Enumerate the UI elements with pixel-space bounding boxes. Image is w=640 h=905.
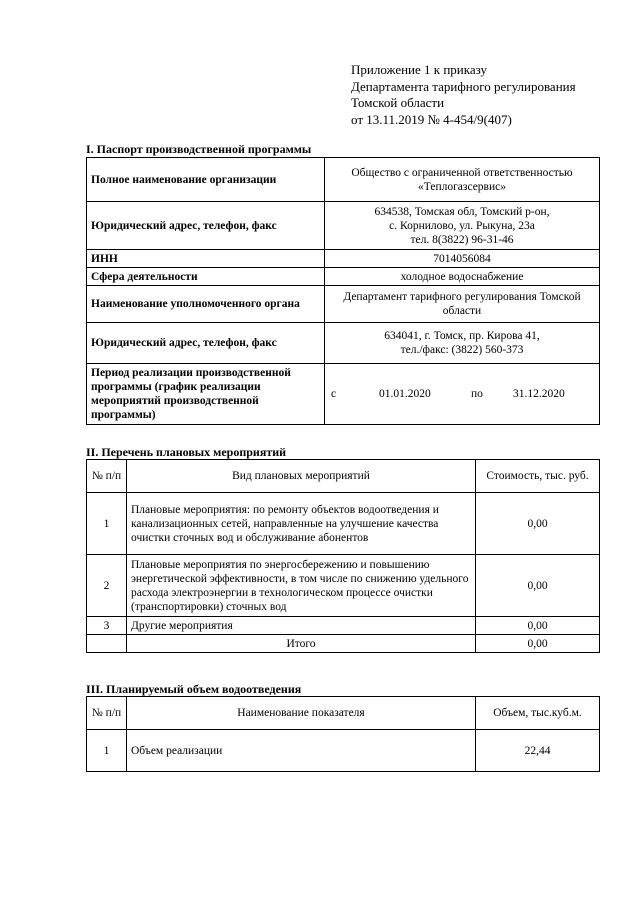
org-name-label: Полное наименование организации: [87, 158, 325, 202]
period-to-word: по: [471, 388, 483, 400]
appendix-line-2: Департамента тарифного регулирования: [351, 78, 576, 94]
inn-label: ИНН: [87, 250, 325, 268]
activities-row: [87, 493, 600, 555]
passport-row-authority: [87, 286, 600, 323]
authority-address-label: Юридический адрес, телефон, факс: [87, 323, 325, 364]
org-address-line-2: с. Корнилово, ул. Рыкуна, 23а: [389, 219, 535, 232]
activities-row: [87, 555, 600, 617]
activities-header-row: [87, 460, 600, 493]
org-address-value: [325, 202, 600, 250]
passport-row-org-address: [87, 202, 600, 250]
period-from-date: 01.01.2020: [379, 388, 431, 400]
volume-header-volume: Объем, тыс.куб.м.: [476, 697, 600, 730]
appendix-line-3: Томской области: [351, 95, 445, 110]
section-1-title: I. Паспорт производственной программы: [86, 142, 312, 156]
appendix-header: [351, 62, 576, 128]
passport-row-inn: [87, 250, 600, 268]
section-3-title: III. Планируемый объем водоотведения: [86, 682, 302, 696]
passport-row-authority-address: [87, 323, 600, 364]
passport-row-activity: [87, 268, 600, 286]
activities-row-1-cost: 0,00: [476, 493, 600, 555]
activities-table: [86, 459, 600, 653]
org-name-line-1: Общество с ограниченной ответственностью: [351, 166, 573, 179]
volume-row-1-name: Объем реализации: [127, 730, 476, 772]
activities-header-name: Вид плановых мероприятий: [127, 460, 476, 493]
activities-header-num: № п/п: [87, 460, 127, 493]
period-from-word: с: [331, 388, 337, 400]
activities-row-2-cost: 0,00: [476, 555, 600, 617]
period-to-date: 31.12.2020: [513, 388, 565, 400]
passport-row-org-name: [87, 158, 600, 202]
passport-table: [86, 157, 600, 425]
org-address-label: Юридический адрес, телефон, факс: [87, 202, 325, 250]
period-label: Период реализации производственной программы (график реализации мероприятий производственной программы): [87, 364, 325, 425]
activity-value: холодное водоснабжение: [325, 268, 600, 286]
activities-total-cost: 0,00: [476, 635, 600, 653]
authority-address-line-2: тел./факс: (3822) 560-373: [400, 344, 524, 356]
activities-row-2-name: Плановые мероприятия по энергосбережению и повышению энергетической эффективности, в том числе по снижению удельного расхода электроэнергии в технологическом процессе очистки (транспортировки) сточных вод: [127, 555, 476, 617]
inn-value: 7014056084: [325, 250, 600, 268]
activities-total-num-blank: [87, 635, 127, 653]
org-name-line-2: «Теплогазсервис»: [418, 180, 506, 193]
period-value: [325, 364, 600, 425]
authority-address-value: [325, 323, 600, 364]
activities-row-2-num: 2: [87, 555, 127, 617]
passport-row-period: [87, 364, 600, 425]
volume-header-num: № п/п: [87, 697, 127, 730]
period-range: [329, 387, 595, 401]
activities-row-1-name: Плановые мероприятия: по ремонту объектов водоотведения и канализационных сетей, направленные на улучшение качества очистки сточных вод и обслуживание абонентов: [127, 493, 476, 555]
activities-row-3-name: Другие мероприятия: [127, 617, 476, 635]
activities-header-cost: Стоимость, тыс. руб.: [476, 460, 600, 493]
volume-row-1-value: 22,44: [476, 730, 600, 772]
activities-row: [87, 617, 600, 635]
activities-total-row: [87, 635, 600, 653]
volume-row: [87, 730, 600, 772]
activities-row-3-num: 3: [87, 617, 127, 635]
appendix-line-4: от 13.11.2019 № 4-454/9(407): [351, 111, 512, 127]
volume-header-row: [87, 697, 600, 730]
org-name-value: [325, 158, 600, 202]
authority-label: Наименование уполномоченного органа: [87, 286, 325, 323]
activities-total-label: Итого: [127, 635, 476, 653]
authority-line-2: области: [442, 305, 482, 317]
authority-line-1: Департамент тарифного регулирования Томской: [343, 291, 581, 303]
section-2-title: II. Перечень плановых мероприятий: [86, 445, 287, 459]
activities-row-1-num: 1: [87, 493, 127, 555]
volume-header-name: Наименование показателя: [127, 697, 476, 730]
authority-value: [325, 286, 600, 323]
org-address-line-3: тел. 8(3822) 96-31-46: [410, 233, 514, 246]
authority-address-line-1: 634041, г. Томск, пр. Кирова 41,: [384, 330, 540, 342]
appendix-line-1: Приложение 1 к приказу: [351, 62, 488, 77]
org-address-line-1: 634538, Томская обл, Томский р-он,: [374, 205, 550, 218]
volume-table: [86, 696, 600, 772]
activities-row-3-cost: 0,00: [476, 617, 600, 635]
volume-row-1-num: 1: [87, 730, 127, 772]
activity-label: Сфера деятельности: [87, 268, 325, 286]
